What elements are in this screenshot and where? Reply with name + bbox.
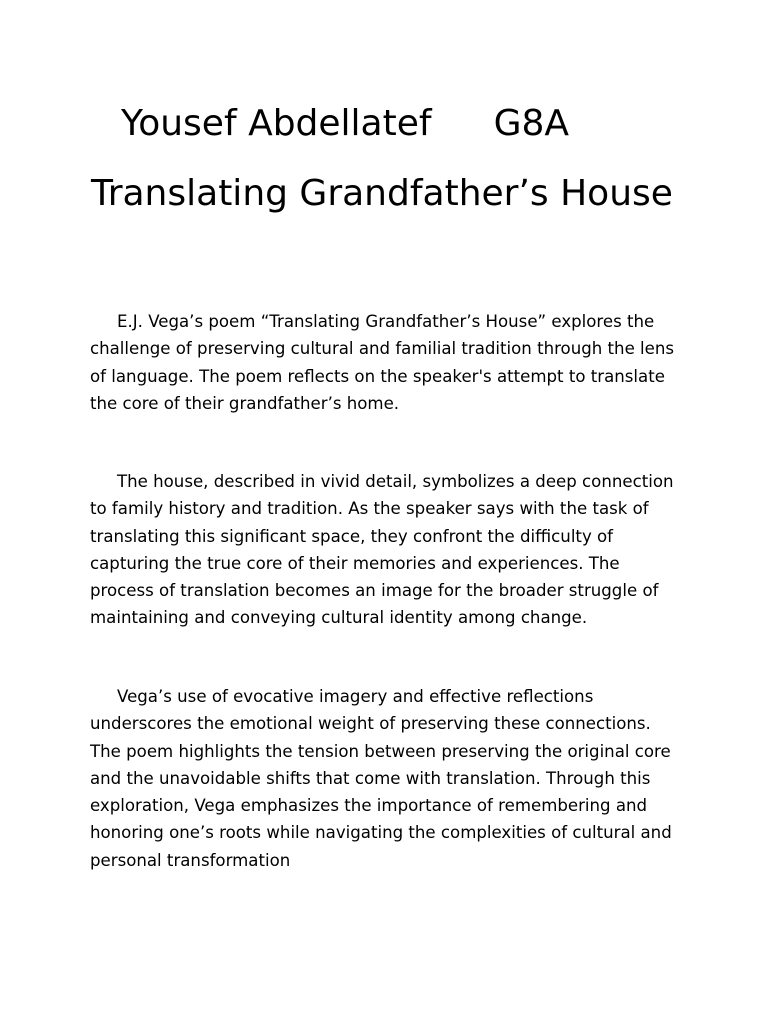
author-line bbox=[121, 100, 569, 148]
document-title: Translating Grandfather’s House bbox=[91, 173, 673, 214]
author-name: Yousef Abdellatef bbox=[121, 103, 432, 144]
paragraph-body: The house, described in vivid detail, symbolizes a deep connection to family history and tradition. As the speaker says with the task of translating this significant space, they confront the difficulty of capturing the true core of their memories and experiences. The process of translation becomes an image for the broader struggle of maintaining and conveying cultural identity among change. bbox=[90, 472, 674, 628]
paragraph-intro: E.J. Vega’s poem “Translating Grandfather’s House” explores the challenge of preserving cultural and familial tradition through the lens of language. The poem reflects on the speaker's attempt to translate the core of their grandfather’s home. bbox=[90, 312, 675, 413]
class-label: G8A bbox=[493, 103, 569, 144]
paragraph-conclusion: Vega’s use of evocative imagery and effective reflections underscores the emotional weight of preserving these connections. The poem highlights the tension between preserving the original core and the unavoidable shifts that come with translation. Through this exploration, Vega emphasizes the importance of remembering and honoring one’s roots while navigating the complexities of cultural and personal transformation bbox=[90, 687, 672, 870]
